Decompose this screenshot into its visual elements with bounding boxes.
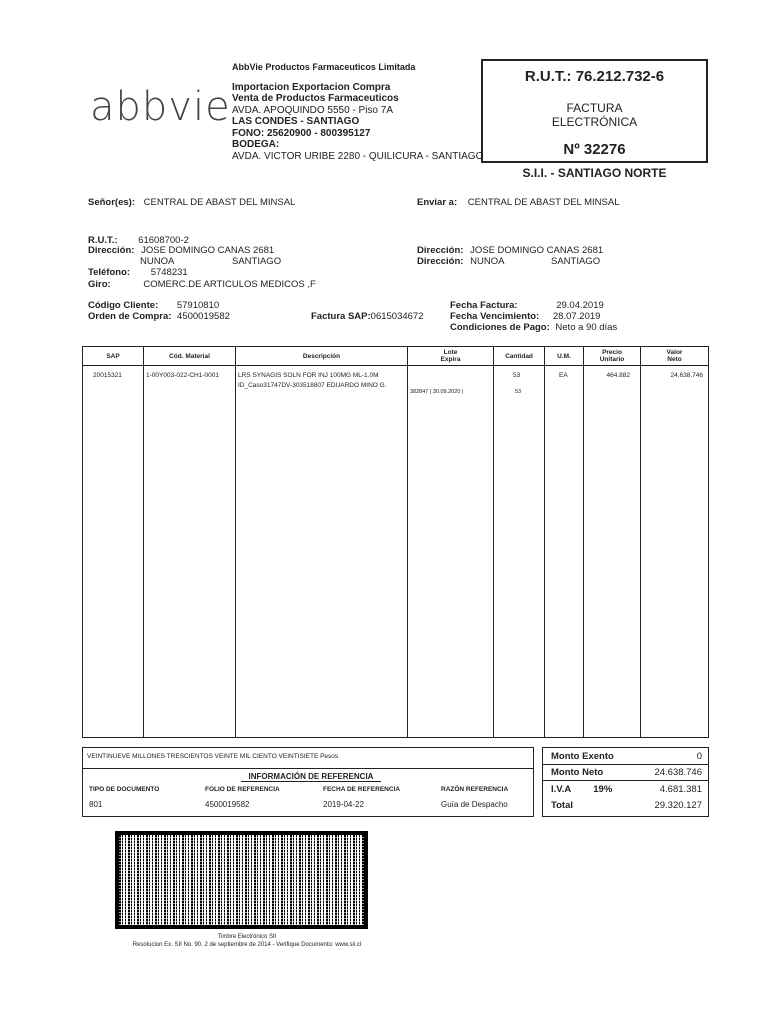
client-name-row <box>88 197 295 208</box>
ref-col-type: TIPO DE DOCUMENTO <box>89 786 160 793</box>
client-comuna: NUNOA <box>140 256 175 267</box>
ship-address2-row <box>417 256 504 267</box>
client-rut: 61608700-2 <box>138 235 189 246</box>
invoice-date-row <box>450 300 604 311</box>
client-name-label: Señor(es): <box>88 197 135 208</box>
sap-invoice-row <box>311 311 424 322</box>
pdf417-barcode <box>115 831 368 929</box>
client-giro-label: Giro: <box>88 279 111 290</box>
total-iva: 4.681.381 <box>659 784 702 795</box>
due-date-label: Fecha Vencimiento: <box>450 311 540 322</box>
col-price-line2: Unitario <box>599 356 625 363</box>
issuer-phone: FONO: 25620900 - 800395127 <box>232 127 371 139</box>
grand-total-label: Total <box>551 800 573 811</box>
total-net: 24.638.746 <box>654 767 702 778</box>
barcode-pattern <box>119 835 364 925</box>
issuer-activity-2: Venta de Productos Farmaceuticos <box>232 93 399 104</box>
total-exempt-label: Monto Exento <box>551 751 614 762</box>
col-lot-line1: Lote <box>443 349 458 356</box>
purchase-order-row <box>88 311 230 322</box>
ref-type: 801 <box>89 800 103 809</box>
client-code: 57910810 <box>176 300 220 311</box>
items-table <box>82 346 709 738</box>
document-number: Nº 32276 <box>563 141 626 158</box>
abbvie-logo: abbvie <box>90 84 231 130</box>
col-divider <box>407 347 408 737</box>
col-unit: U.M. <box>545 347 583 366</box>
ship-address-label: Dirección: <box>417 245 464 256</box>
total-iva-label: I.V.A <box>551 784 572 795</box>
client-rut-label: R.U.T.: <box>88 235 118 246</box>
payment-terms-label: Condiciones de Pago: <box>450 322 550 333</box>
ship-to: CENTRAL DE ABAST DEL MINSAL <box>467 197 620 208</box>
ship-address: JOSE DOMINGO CANAS 2681 <box>470 245 604 256</box>
issuer-warehouse: AVDA. VICTOR URIBE 2280 - QUILICURA - SANTIAGO <box>232 150 484 162</box>
ship-to-label: Enviar a: <box>417 197 458 208</box>
client-giro: COMERC.DE ARTICULOS MEDICOS ,F <box>143 279 316 290</box>
issuer-address: AVDA. APOQUINDO 5550 - Piso 7A <box>232 104 393 116</box>
document-type-line2: ELECTRÓNICA <box>551 115 638 129</box>
client-code-label: Código Cliente: <box>88 300 159 311</box>
total-iva-row <box>551 784 702 795</box>
total-net-label: Monto Neto <box>551 767 604 778</box>
purchase-order: 4500019582 <box>177 311 230 322</box>
ref-folio: 4500019582 <box>205 800 250 809</box>
grand-total: 29.320.127 <box>654 800 702 811</box>
row-quantity-lot: 53 <box>515 389 522 395</box>
row-lot: 382847 | 30.09.2020 | <box>410 389 464 395</box>
col-price <box>584 347 640 366</box>
document-type <box>483 101 706 129</box>
total-net-row <box>551 767 702 778</box>
payment-terms: Neto a 90 días <box>555 322 618 333</box>
invoice-date-label: Fecha Factura: <box>450 300 518 311</box>
stamp-resolution: Resolucion Ex. SII No. 90, 2 de septiembre de 2014 - Verifique Documento: www.sii.cl <box>132 941 362 948</box>
col-net-line2: Neto <box>667 356 682 363</box>
client-code-row <box>88 300 219 311</box>
stamp-title: Timbre Electrónico SII <box>217 934 277 940</box>
col-lot <box>408 347 493 366</box>
col-divider <box>493 347 494 737</box>
client-address-label: Dirección: <box>88 245 135 256</box>
row-net: 24.638.746 <box>670 372 703 379</box>
issuer-rut: R.U.T.: 76.212.732-6 <box>524 68 665 85</box>
col-net <box>641 347 708 366</box>
total-exempt: 0 <box>696 751 702 762</box>
reference-box <box>82 769 534 817</box>
col-material: Cód. Material <box>144 347 235 366</box>
issuer-warehouse-label: BODEGA: <box>232 139 280 150</box>
client-city: SANTIAGO <box>232 256 282 267</box>
sii-office: S.I.I. - SANTIAGO NORTE <box>522 166 667 180</box>
ref-reason: Guía de Despacho <box>441 800 508 809</box>
payment-terms-row <box>450 322 617 333</box>
row-price: 464.882 <box>606 372 630 379</box>
due-date: 28.07.2019 <box>552 311 601 322</box>
ref-col-reason: RAZÓN REFERENCIA <box>441 786 509 793</box>
client-address: JOSE DOMINGO CANAS 2681 <box>141 245 275 256</box>
row-material: 1-00Y003-022-CH1-0001 <box>146 372 219 379</box>
total-iva-label-group <box>551 784 612 795</box>
client-address-row <box>88 245 274 256</box>
document-type-line1: FACTURA <box>566 101 623 115</box>
col-quantity: Cantidad <box>494 347 544 366</box>
client-phone-label: Teléfono: <box>88 267 131 278</box>
issuer-city: LAS CONDES - SANTIAGO <box>232 116 360 127</box>
issuer-name: AbbVie Productos Farmaceuticos Limitada <box>232 62 416 72</box>
col-price-line1: Precio <box>602 349 622 356</box>
client-phone-row <box>88 267 188 278</box>
grand-total-row <box>551 800 702 811</box>
ship-address2-label: Dirección: <box>417 256 464 267</box>
col-net-line1: Valor <box>666 349 683 356</box>
col-divider <box>544 347 545 737</box>
col-divider <box>235 347 236 737</box>
ship-to-row <box>417 197 619 208</box>
ref-col-folio: FOLIO DE REFERENCIA <box>205 786 280 793</box>
col-lot-line2: Expira <box>440 356 461 363</box>
ref-col-date: FECHA DE REFERENCIA <box>323 786 401 793</box>
issuer-info <box>232 62 483 162</box>
invoice-date: 29.04.2019 <box>556 300 604 311</box>
ship-city: SANTIAGO <box>551 256 601 267</box>
client-giro-row <box>88 279 316 290</box>
row-sap: 20015321 <box>93 372 122 379</box>
total-iva-rate: 19% <box>593 784 613 795</box>
col-divider <box>143 347 144 737</box>
row-quantity: 53 <box>513 372 521 379</box>
sap-invoice-label: Factura SAP: <box>311 311 371 322</box>
totals-divider <box>543 780 708 781</box>
col-divider <box>583 347 584 737</box>
client-name: CENTRAL DE ABAST DEL MINSAL <box>143 197 296 208</box>
purchase-order-label: Orden de Compra: <box>88 311 172 322</box>
sap-invoice: 0615034672 <box>370 311 424 322</box>
due-date-row <box>450 311 600 322</box>
row-description: LRS SYNAGIS SOLN FOR INJ 100MG ML-1.0M <box>238 372 379 379</box>
row-description-2: ID_Caso31747DV-303518807 EDUARDO MINO G. <box>238 382 387 389</box>
ship-comuna: NUNOA <box>470 256 505 267</box>
client-phone: 5748231 <box>150 267 188 278</box>
col-description: Descripción <box>236 347 407 366</box>
ref-date: 2019-04-22 <box>323 800 364 809</box>
total-exempt-row <box>551 751 702 762</box>
issuer-activity-1: Importacion Exportacion Compra <box>232 81 391 93</box>
totals-divider <box>543 764 708 765</box>
row-unit: EA <box>559 372 568 379</box>
electronic-stamp-note <box>82 934 412 949</box>
amount-in-words: VEINTINUEVE MILLONES TRESCIENTOS VEINTE MIL CIENTO VEINTISIETE Pesos <box>82 747 534 769</box>
totals-box <box>542 747 709 817</box>
ship-address-row <box>417 245 603 256</box>
col-sap: SAP <box>83 347 143 366</box>
col-divider <box>640 347 641 737</box>
reference-title: INFORMACIÓN DE REFERENCIA <box>241 772 381 782</box>
document-id-box <box>481 59 708 163</box>
